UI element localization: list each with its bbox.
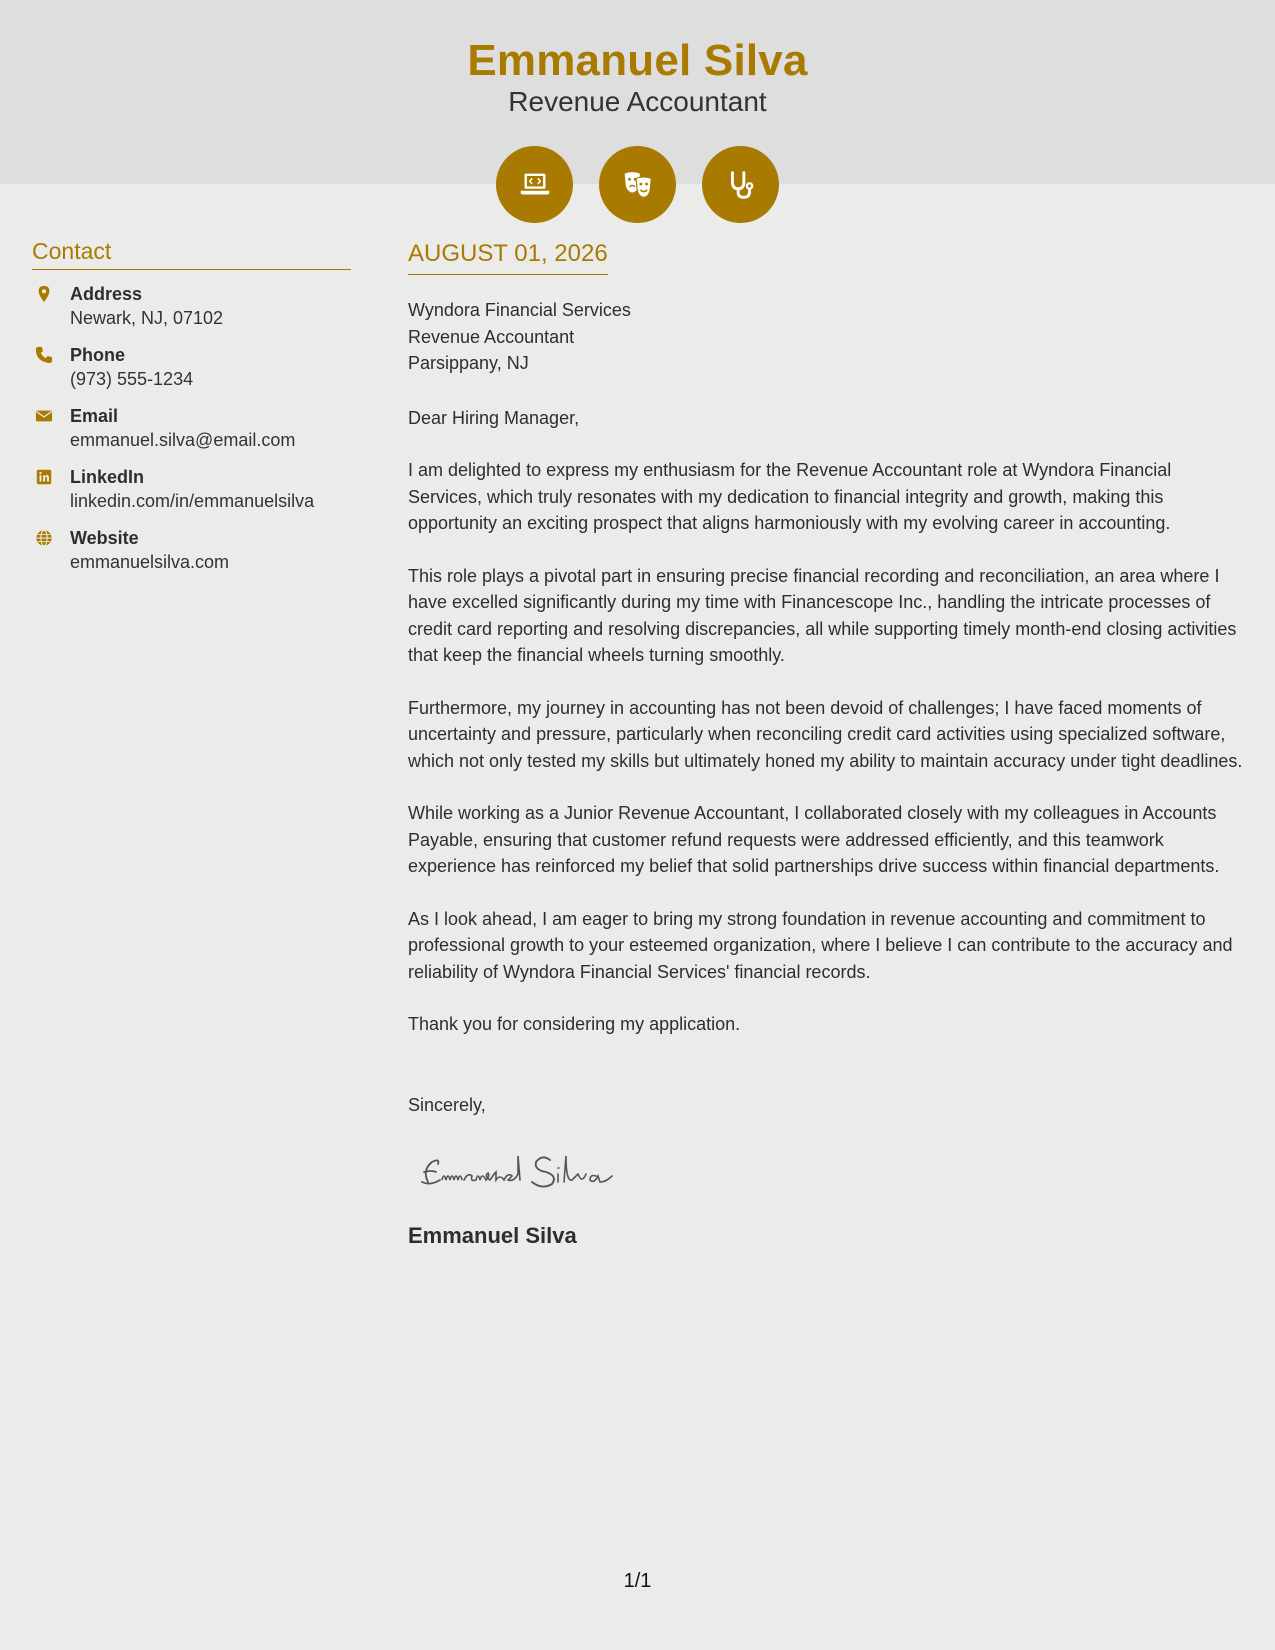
- website-value[interactable]: emmanuelsilva.com: [70, 552, 230, 572]
- contact-sidebar: [32, 238, 351, 587]
- recipient-block: [408, 297, 1248, 377]
- recipient-location: Parsippany, NJ: [408, 353, 529, 373]
- letter-body: [408, 240, 1248, 1249]
- contact-website: [32, 526, 351, 574]
- letter-date: AUGUST 01, 2026: [408, 240, 608, 275]
- closing: Sincerely,: [408, 1094, 486, 1115]
- website-label: Website: [70, 528, 139, 548]
- linkedin-label: LinkedIn: [70, 467, 145, 487]
- page-number: 1/1: [623, 1570, 652, 1592]
- phone-value: (973) 555-1234: [70, 369, 194, 389]
- contact-heading: Contact: [32, 238, 351, 270]
- paragraph: While working as a Junior Revenue Accountant, I collaborated closely with my colleagues in Accounts Payable, ensuring that customer refund requests were addressed efficiently, and this teamwork experience has reinforced my belief that solid partnerships drive success within financial departments.: [408, 803, 1220, 876]
- phone-icon: [32, 343, 56, 367]
- phone-label: Phone: [70, 345, 126, 365]
- paragraph: Thank you for considering my application.: [408, 1014, 741, 1034]
- theater-masks-icon: [599, 146, 676, 223]
- paragraph: Furthermore, my journey in accounting has not been devoid of challenges; I have faced moments of uncertainty and pressure, particularly when reconciling credit card activities using specialized software, which not only tested my skills but ultimately honed my ability to maintain accuracy under tight deadlines.: [408, 697, 1243, 771]
- salutation: Dear Hiring Manager,: [408, 407, 580, 428]
- contact-phone: [32, 343, 351, 391]
- laptop-code-icon: [496, 146, 573, 223]
- paragraph: This role plays a pivotal part in ensuring precise financial recording and reconciliation, an area where I have excelled significantly during my time with Financescope Inc., handling the intricate processes of credit card reporting and resolving discrepancies, all while supporting timely month-end closing activities that keep the financial wheels turning smoothly.: [408, 565, 1237, 665]
- applicant-name: Emmanuel Silva: [467, 36, 808, 85]
- map-pin-icon: [32, 282, 56, 306]
- contact-address: [32, 282, 351, 330]
- email-value[interactable]: emmanuel.silva@email.com: [70, 430, 296, 450]
- contact-email: [32, 404, 351, 452]
- stethoscope-icon: [702, 146, 779, 223]
- paragraph: I am delighted to express my enthusiasm for the Revenue Accountant role at Wyndora Financial Services, which truly resonates with my dedication to financial integrity and growth, making this opportunity an exciting prospect that aligns harmoniously with my evolving career in accounting.: [408, 460, 1172, 533]
- globe-icon: [32, 526, 56, 550]
- paragraph: As I look ahead, I am eager to bring my strong foundation in revenue accounting and commitment to professional growth to your esteemed organization, where I believe I can contribute to the accuracy and reliability of Wyndora Financial Services' financial records.: [408, 908, 1233, 982]
- address-value: Newark, NJ, 07102: [70, 308, 224, 328]
- address-label: Address: [70, 284, 143, 304]
- linkedin-value[interactable]: linkedin.com/in/emmanuelsilva: [70, 491, 315, 511]
- applicant-title: Revenue Accountant: [508, 86, 767, 117]
- recipient-position: Revenue Accountant: [408, 326, 575, 347]
- signature-image: [414, 1146, 674, 1200]
- linkedin-icon: [32, 465, 56, 489]
- header-icons: [0, 146, 1275, 223]
- contact-linkedin: [32, 465, 351, 513]
- recipient-company: Wyndora Financial Services: [408, 300, 631, 320]
- envelope-icon: [32, 404, 56, 428]
- signed-name: Emmanuel Silva: [408, 1223, 577, 1248]
- email-label: Email: [70, 406, 119, 426]
